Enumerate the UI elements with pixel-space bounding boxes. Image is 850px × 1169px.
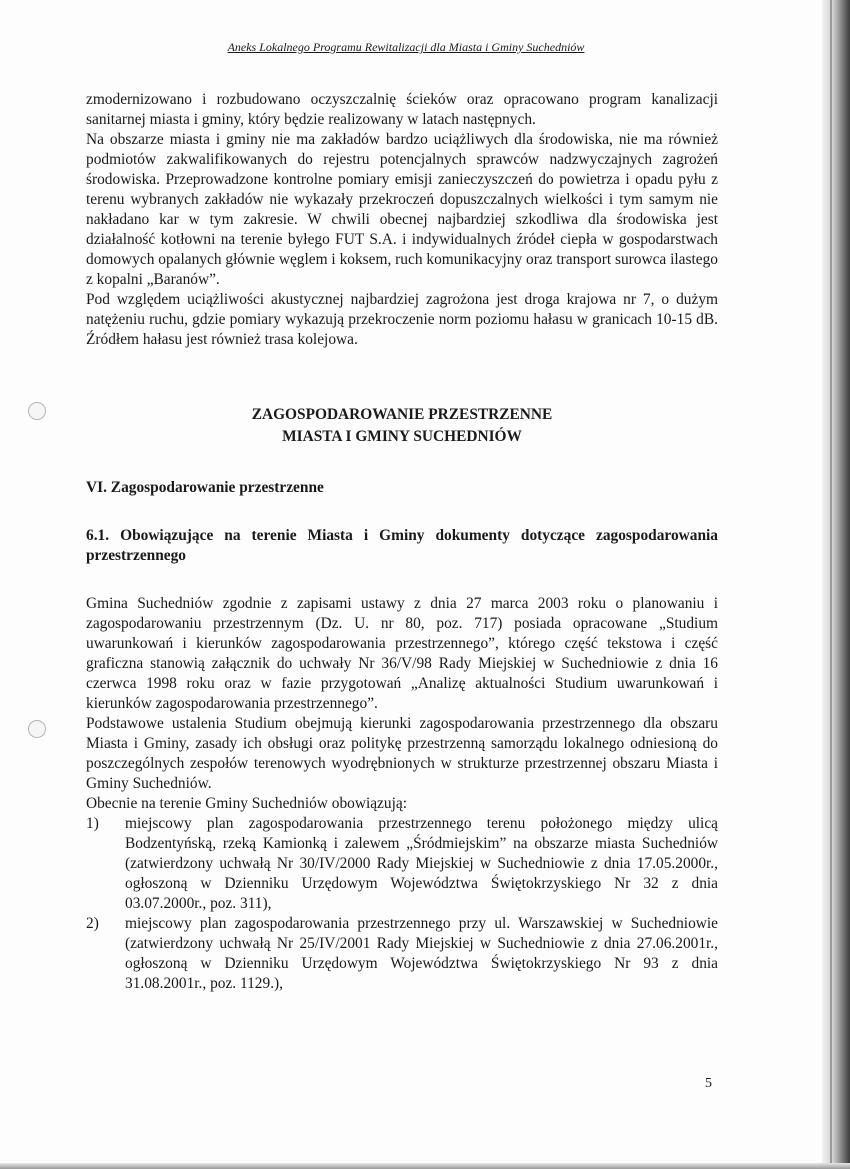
scan-edge-right <box>822 0 850 1169</box>
list-item-number: 1) <box>86 815 99 832</box>
chapter-title-line-1: ZAGOSPODAROWANIE PRZESTRZENNE <box>251 406 553 423</box>
subsection-heading: 6.1. Obowiązujące na terenie Miasta i Gminy dokumenty dotyczące zagospodarowania przestrzennego <box>86 527 718 564</box>
scan-edge-bottom <box>0 1163 850 1169</box>
chapter-title-line-2: MIASTA I GMINY SUCHEDNIÓW <box>282 428 522 445</box>
body-paragraph: Podstawowe ustalenia Studium obejmują kierunki zagospodarowania przestrzennego dla obszaru Miasta i Gminy, zasady ich obsługi oraz politykę przestrzenną samorządu lokalnego odniesioną do poszczególnych zespołów terenowych wyodrębnionych w strukturze przestrzennej obszaru Miasta i Gminy Suchedniów. <box>86 715 718 792</box>
body-paragraph: Pod względem uciążliwości akustycznej najbardziej zagrożona jest droga krajowa nr 7, o dużym natężeniu ruchu, gdzie pomiary wykazują przekroczenie norm poziomu hałasu w granicach 10-15 dB. Źródłem hałasu jest również trasa kolejowa. <box>86 291 718 348</box>
list-item <box>86 814 718 914</box>
page-number: 5 <box>705 1076 712 1091</box>
punch-hole-top <box>28 402 46 420</box>
list-item-number: 2) <box>86 915 99 932</box>
punch-hole-bottom <box>28 720 46 738</box>
list-item-text: miejscowy plan zagospodarowania przestrzennego terenu położonego między ulicą Bodzentyńską, rzeką Kamionką i zalewem „Śródmiejskim” na obszarze miasta Suchedniów (zatwierdzony uchwałą Nr 30/IV/2000 Rady Miejskiej w Suchedniowie z dnia 17.05.2000r., ogłoszoną w Dzienniku Urzędowym Województwa Świętokrzyskiego Nr 32 z dnia 03.07.2000r., poz. 311), <box>125 815 718 912</box>
chapter-title <box>86 404 718 448</box>
list-item <box>86 914 718 994</box>
plans-list <box>86 814 718 994</box>
body-paragraph: Na obszarze miasta i gminy nie ma zakładów bardzo uciążliwych dla środowiska, nie ma również podmiotów zakwalifikowanych do rejestru potencjalnych sprawców nadzwyczajnych zagrożeń środowiska. Przeprowadzone kontrolne pomiary emisji zanieczyszczeń do powietrza i opadu pyłu z terenu wybranych zakładów nie wykazały przekroczeń dopuszczalnych wielkości i tym samym nie nakładano kar w tym zakresie. W chwili obecnej najbardziej szkodliwa dla środowiska jest działalność kotłowni na terenie byłego FUT S.A. i indywidualnych źródeł ciepła w gospodarstwach domowych opalanych głównie węglem i koksem, ruch komunikacyjny oraz transport surowca ilastego z kopalni „Baranów”. <box>86 131 718 288</box>
list-item-text: miejscowy plan zagospodarowania przestrzennego przy ul. Warszawskiej w Suchedniowie (zatwierdzony uchwałą Nr 25/IV/2001 Rady Miejskiej w Suchedniowie z dnia 27.06.2001r., ogłoszoną w Dzienniku Urzędowym Województwa Świętokrzyskiego Nr 93 z dnia 31.08.2001r., poz. 1129.), <box>125 915 718 992</box>
body-paragraph: Gmina Suchedniów zgodnie z zapisami ustawy z dnia 27 marca 2003 roku o planowaniu i zagospodarowaniu przestrzennym (Dz. U. nr 80, poz. 717) posiada opracowane „Studium uwarunkowań i kierunków zagospodarowania przestrzennego”, którego część tekstowa i część graficzna stanowią załącznik do uchwały Nr 36/V/98 Rady Miejskiej w Suchedniowie z dnia 16 czerwca 1998 roku oraz w fazie przygotowań „Analizę aktualności Studium uwarunkowań i kierunków zagospodarowania przestrzennego”. <box>86 595 718 712</box>
section-heading: VI. Zagospodarowanie przestrzenne <box>86 479 324 496</box>
running-header-text: Aneks Lokalnego Programu Rewitalizacji dla Miasta i Gminy Suchedniów <box>227 40 585 54</box>
page-body <box>86 90 718 994</box>
body-paragraph: Obecnie na terenie Gminy Suchedniów obowiązują: <box>86 795 407 812</box>
running-header <box>0 40 812 55</box>
body-paragraph: zmodernizowano i rozbudowano oczyszczalnię ścieków oraz opracowano program kanalizacji sanitarnej miasta i gminy, który będzie realizowany w latach następnych. <box>86 91 718 128</box>
